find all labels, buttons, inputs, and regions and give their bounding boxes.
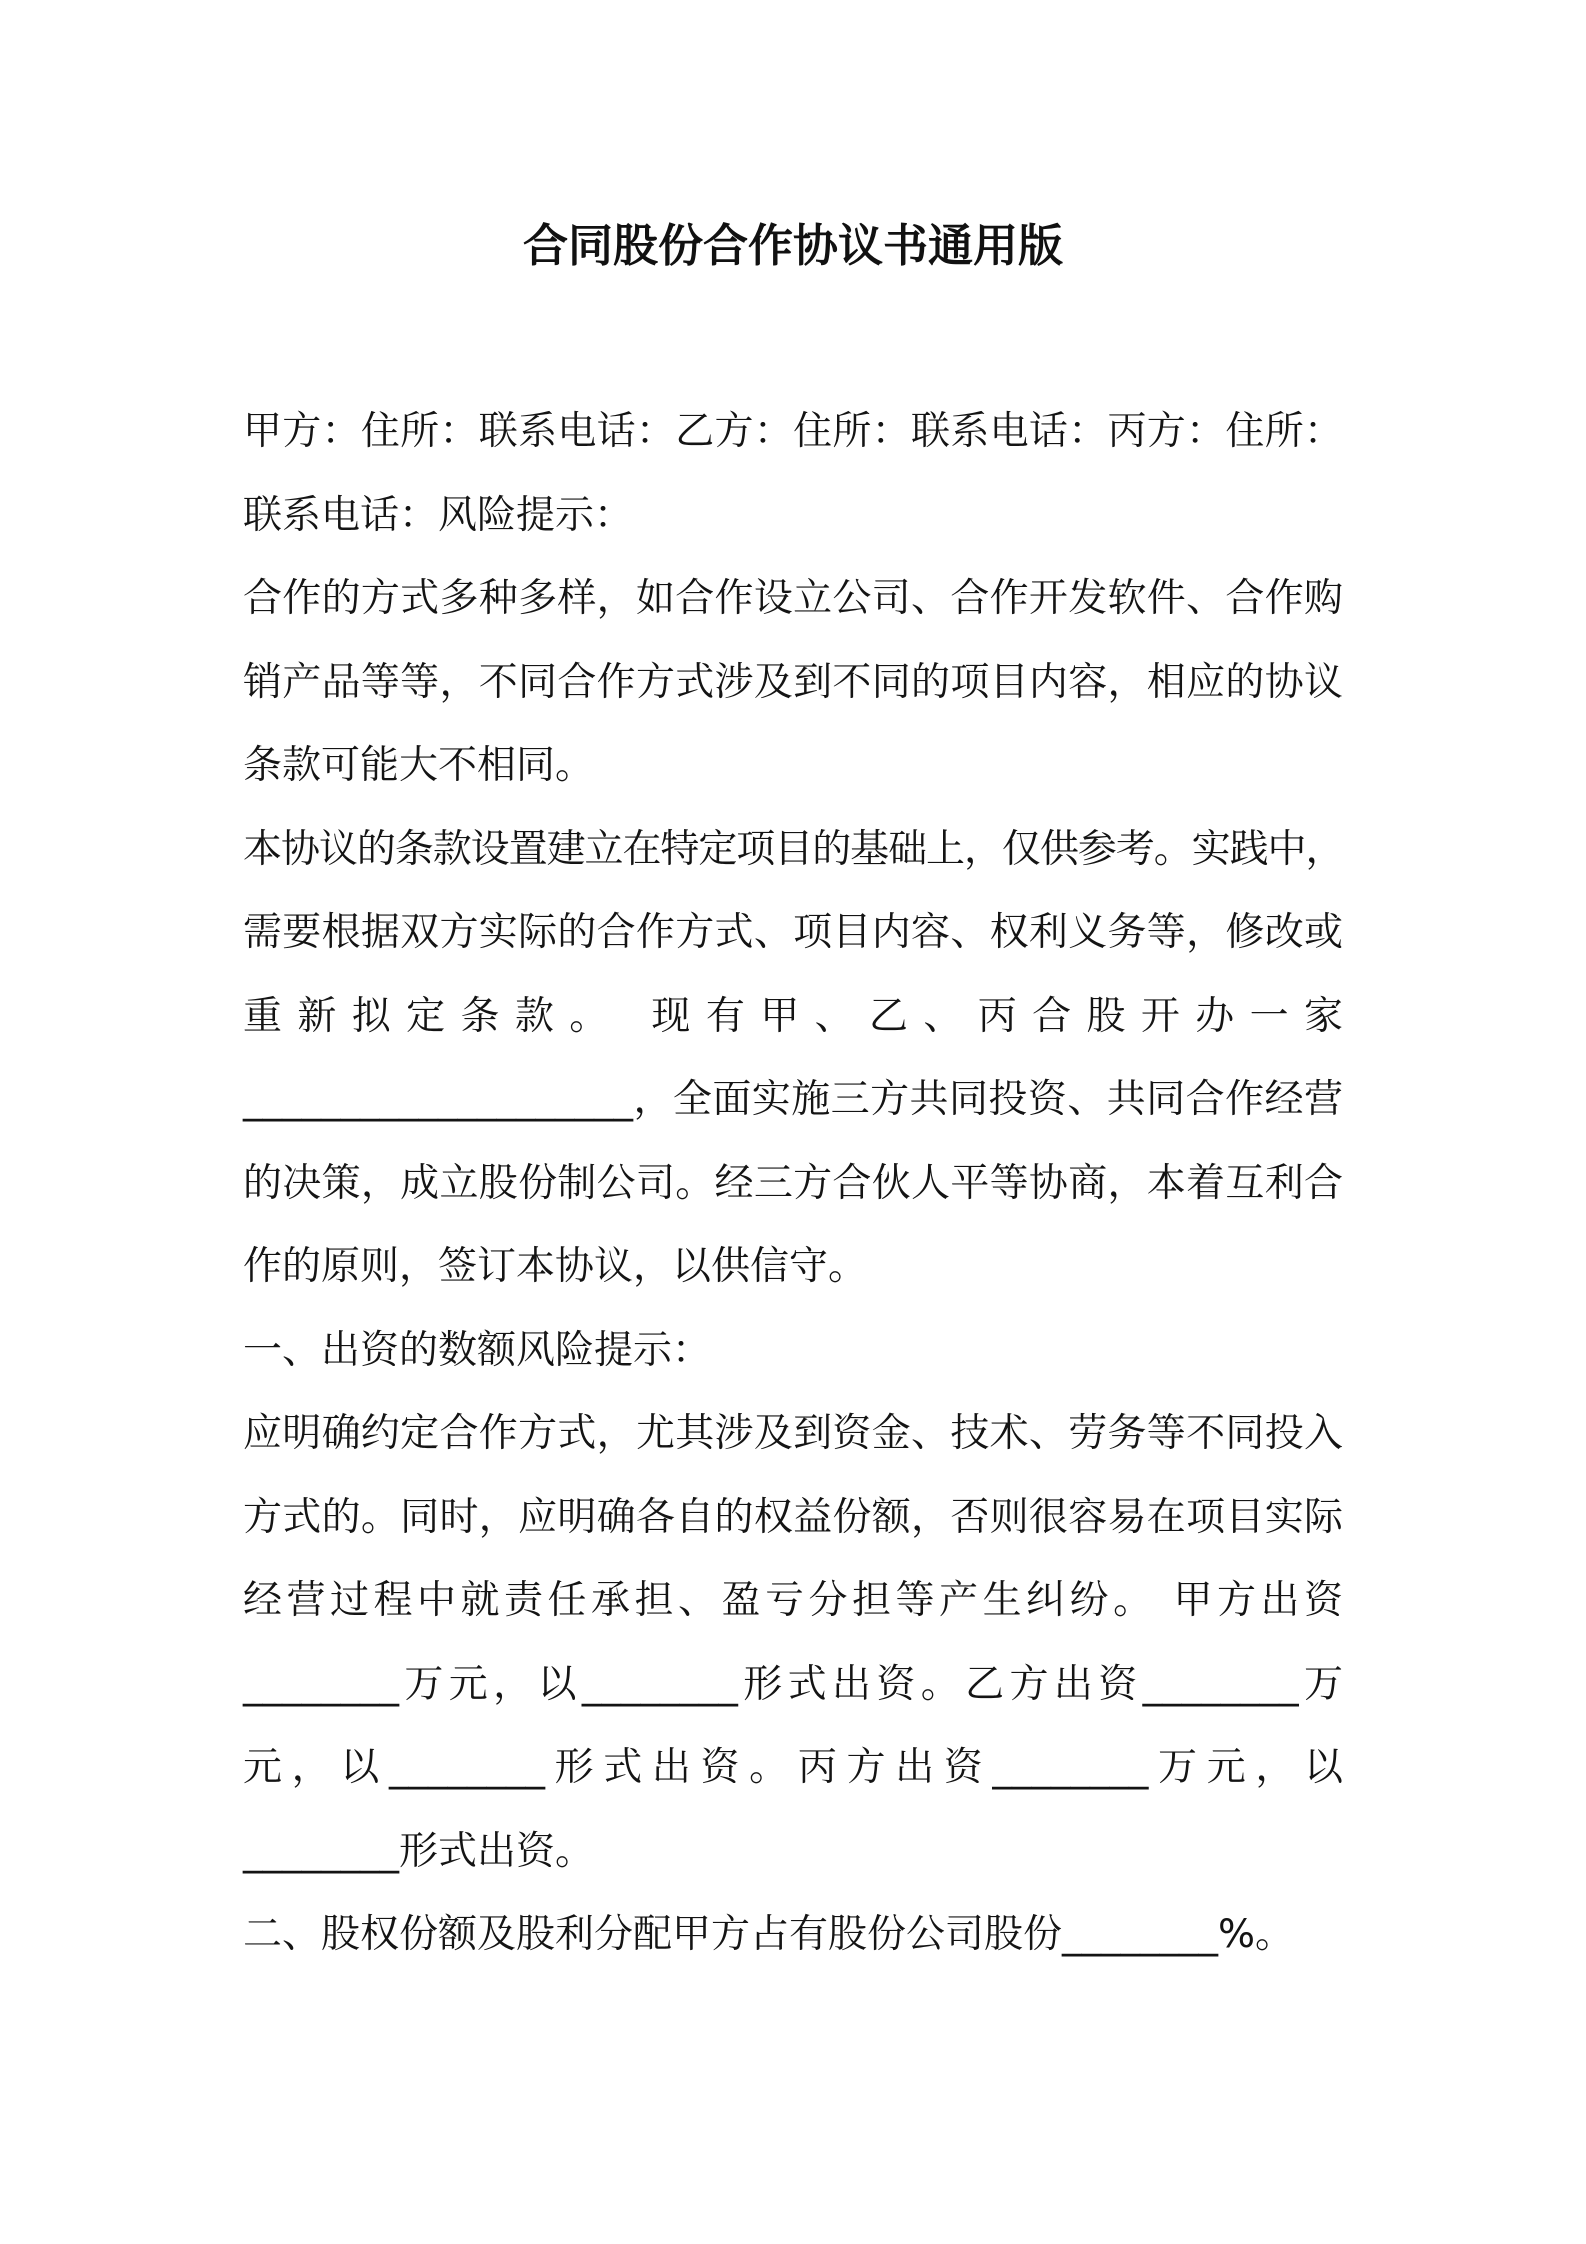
body-line: 合作的方式多种多样，如合作设立公司、合作开发软件、合作购 (243, 576, 1343, 621)
body-line: ____________________，全面实施三方共同投资、共同合作经营 (243, 1077, 1343, 1122)
body-line: 需要根据双方实际的合作方式、项目内容、权利义务等，修改或 (243, 910, 1343, 955)
body-line: 经营过程中就责任承担、盈亏分担等产生纠纷。 甲方出资 (243, 1578, 1343, 1623)
document-body (243, 390, 1343, 1977)
body-line: 应明确约定合作方式，尤其涉及到资金、技术、劳务等不同投入 (243, 1411, 1343, 1456)
body-line: 本协议的条款设置建立在特定项目的基础上，仅供参考。实践中， (243, 826, 1343, 872)
body-line: 方式的。同时，应明确各自的权益份额，否则很容易在项目实际 (243, 1494, 1343, 1540)
body-line: 元，以________形式出资。丙方出资________万元，以 (243, 1745, 1343, 1790)
section-heading: 一、出资的数额风险提示： (243, 1327, 712, 1373)
body-line: ________形式出资。 (243, 1828, 595, 1874)
section-heading: 二、股权份额及股利分配甲方占有股份公司股份________%。 (243, 1912, 1295, 1957)
body-line: 甲方：住所：联系电话：乙方：住所：联系电话：丙方：住所： (243, 409, 1343, 454)
document-title: 合同股份合作协议书通用版 (522, 219, 1063, 272)
body-line: 作的原则，签订本协议，以供信守。 (243, 1244, 868, 1289)
body-line: 销产品等等，不同合作方式涉及到不同的项目内容，相应的协议 (243, 659, 1343, 705)
body-line: 条款可能大不相同。 (243, 743, 595, 788)
body-line: 的决策，成立股份制公司。经三方合伙人平等协商，本着互利合 (243, 1160, 1343, 1206)
body-line: 联系电话：风险提示： (243, 492, 634, 538)
body-line: ________万元，以________形式出资。乙方出资________万 (243, 1661, 1343, 1707)
body-line: 重新拟定条款。 现有甲、乙、丙合股开办一家 (243, 993, 1343, 1039)
